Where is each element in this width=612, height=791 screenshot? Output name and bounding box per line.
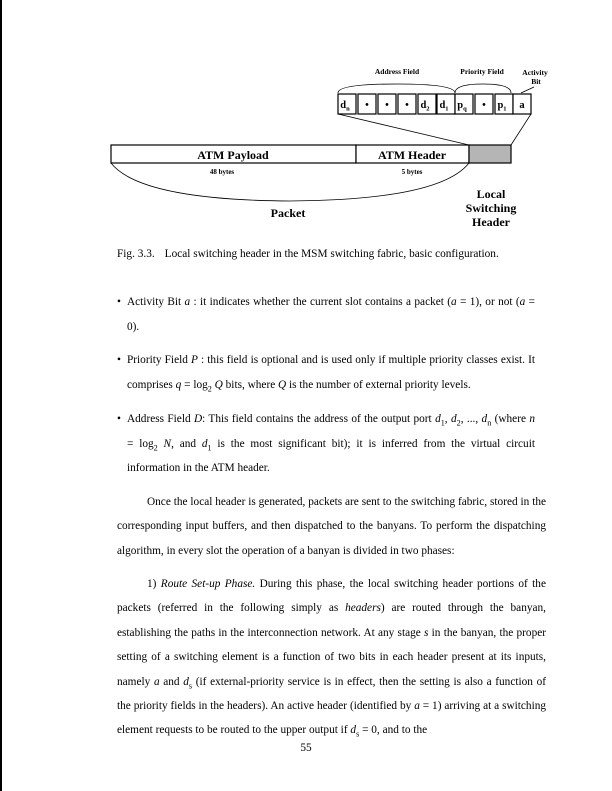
priority-field-text: Priority Field P : this field is optional and is used only if multiple priority classes exist. It comprises $q = \log_2 Q$ bits, where Q is the number of external priority levels. [127,354,536,393]
local-switching-header-figure [0,0,612,240]
priority-field-brace [455,84,511,93]
page-number: 55 [300,742,312,754]
header-cell-label: $p_1$ [497,100,507,113]
header-cell-label: $d_n$ [340,100,350,113]
header-cell-label: a [519,100,525,111]
bullet-dot: • [117,413,121,425]
address-field-label: Address Field [374,67,420,76]
priority-field-bullet [117,348,535,397]
header-cell-label: • [405,100,409,111]
address-field-brace [338,84,455,93]
header-cell-label: • [385,100,389,111]
header-cell-label: $d_1$ [439,100,449,113]
body-paragraph: Once the local header is generated, packets are sent to the switching fabric, stored in the corresponding input buffers, and then dispatched to the banyans. To perform the dispatching algorithm, in every slot the operation of a banyan is divided in two phases: [117,496,546,557]
bullet-dot: • [117,354,121,366]
activity-bit-label-line2: Bit [531,77,541,86]
header-cell-label: • [482,100,486,111]
address-field-bullet [117,407,535,481]
route-setup-paragraph: 1) Route Set-up Phase. During this phase, the local switching header portions of the packets (referred in the following simply as headers) are routed through the banyan, establishing the paths in the interconnection network. At any stage s in the banyan, the proper setting of a switching element is a function of two bits in each header present at its inputs, namely a and $d_s$ (if external-priority service is in effect, then the setting is also a function of the priority fields in the headers). An active header (identified by a = 1) arriving at a switching element requests to be routed to the upper output if $d_s = 0$, and to the [117,578,547,739]
atm-header-label: ATM Header [377,148,447,162]
activity-bit-label-line1: Activity [522,68,548,77]
figure-number: Fig. 3.3. [117,248,155,260]
payload-size-label: 48 bytes [209,168,235,176]
header-cell-label: $d_2$ [420,100,430,113]
activity-bit-pointer [521,87,534,93]
header-size-label: 5 bytes [401,168,423,176]
priority-field-label: Priority Field [460,67,504,76]
activity-bit-text: Activity Bit a : it indicates whether the current slot contains a packet (a = 1), or not (a = 0). [127,296,536,333]
expansion-line-right [511,114,531,145]
activity-bit-bullet [117,290,535,339]
figure-caption [117,248,499,260]
header-cell-label: • [365,100,369,111]
local-switching-header-label-line2: Switching [465,201,517,215]
expansion-line-left [338,114,469,145]
local-switching-header-box [469,145,511,163]
atm-payload-label: ATM Payload [197,148,269,162]
figure-caption-text: Local switching header in the MSM switching fabric, basic configuration. [164,248,499,260]
local-switching-header-label-line1: Local [476,187,506,201]
local-switching-header-label-line3: Header [472,215,510,229]
address-field-text: Address Field D: This field contains the address of the output port $d_1$, $d_2$, ..., $d_n$ (where $n = \log_2 N$, and $d_1$ is the most significant bit); it is inferred from the virtual circuit information in the ATM header. [127,413,535,474]
packet-label: Packet [270,206,306,220]
bullet-dot: • [117,296,121,308]
header-cell-label: $p_q$ [457,100,467,113]
